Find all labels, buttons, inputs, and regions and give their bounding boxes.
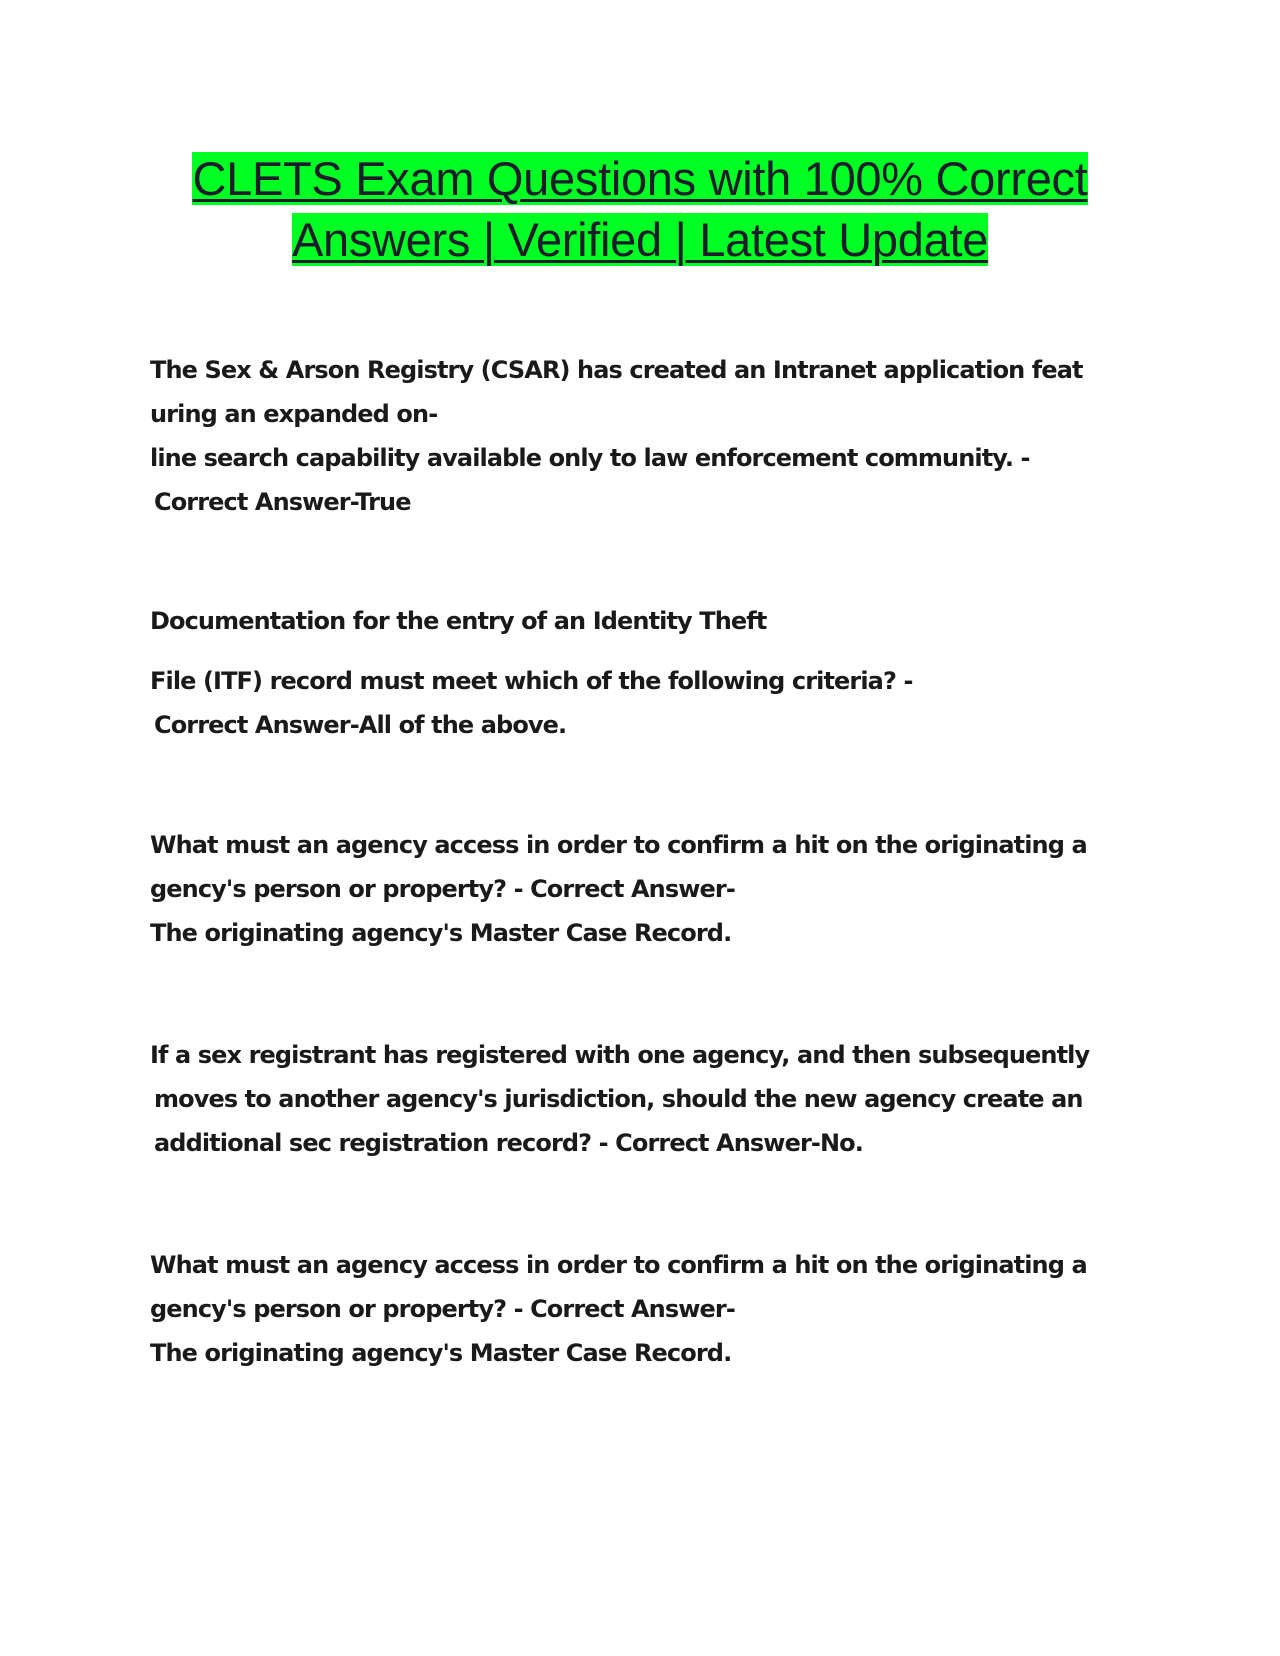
answer-text-line: The originating agency's Master Case Record. bbox=[150, 919, 732, 947]
question-text-line: What must an agency access in order to confirm a hit on the originating a bbox=[150, 831, 1087, 859]
question-text-line: gency's person or property? - Correct Answer- bbox=[150, 875, 735, 903]
question-text-line: line search capability available only to law enforcement community. - bbox=[150, 444, 1030, 472]
question-text-line: uring an expanded on- bbox=[150, 400, 438, 428]
title-line-1: CLETS Exam Questions with 100% Correct bbox=[192, 152, 1088, 205]
question-answer-item bbox=[150, 348, 1140, 524]
question-text-line: Documentation for the entry of an Identity Theft bbox=[150, 607, 767, 635]
answer-text-line: Correct Answer-True bbox=[154, 488, 411, 516]
answer-text-line: The originating agency's Master Case Record. bbox=[150, 1339, 732, 1367]
question-text-line: gency's person or property? - Correct Answer- bbox=[150, 1295, 735, 1323]
question-answer-item bbox=[150, 1033, 1140, 1165]
title-line-2: Answers | Verified | Latest Update bbox=[291, 213, 989, 266]
question-answer-item bbox=[150, 1243, 1140, 1375]
answer-text-line: Correct Answer-All of the above. bbox=[154, 711, 567, 739]
page-title bbox=[150, 148, 1130, 270]
question-answer-item bbox=[150, 599, 1140, 747]
question-text-line: If a sex registrant has registered with one agency, and then subsequently bbox=[150, 1041, 1090, 1069]
question-text-line: The Sex & Arson Registry (CSAR) has created an Intranet application feat bbox=[150, 356, 1083, 384]
question-text-line: File (ITF) record must meet which of the following criteria? - bbox=[150, 667, 913, 695]
answer-text-line: additional sec registration record? - Correct Answer-No. bbox=[154, 1129, 863, 1157]
question-answer-item bbox=[150, 823, 1140, 955]
question-text-line: moves to another agency's jurisdiction, should the new agency create an bbox=[154, 1085, 1083, 1113]
question-text-line: What must an agency access in order to confirm a hit on the originating a bbox=[150, 1251, 1087, 1279]
